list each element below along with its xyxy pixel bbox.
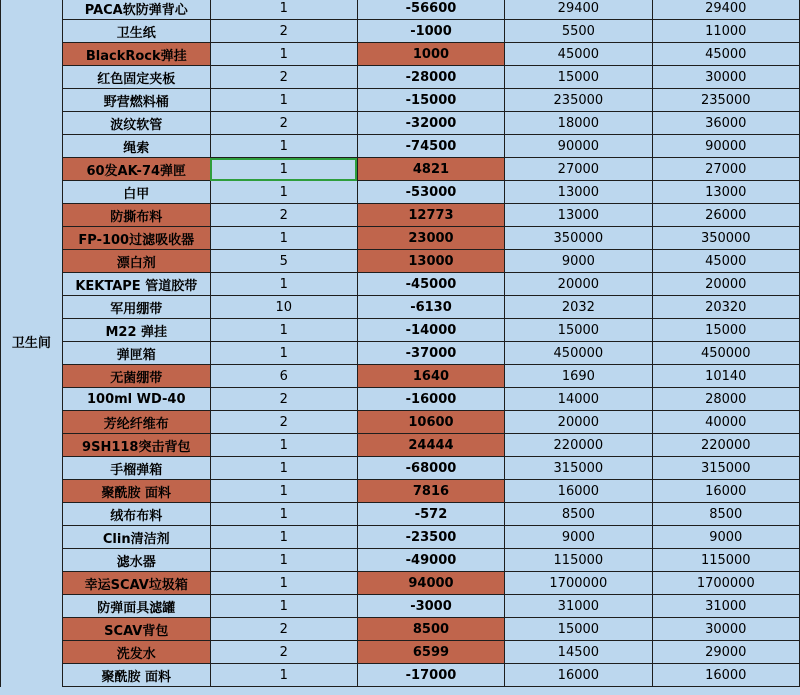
unit-price-cell[interactable]: 9000	[505, 526, 652, 549]
quantity-cell[interactable]: 1	[210, 227, 357, 250]
table-row	[1, 250, 800, 273]
profit-cell[interactable]: 10600	[357, 411, 504, 434]
item-name-cell[interactable]: 波纹软管	[62, 112, 210, 135]
profit-cell[interactable]: -32000	[357, 112, 504, 135]
profit-cell[interactable]: -14000	[357, 319, 504, 342]
unit-price-cell[interactable]: 20000	[505, 273, 652, 296]
total-price-cell[interactable]: 220000	[652, 434, 799, 457]
profit-cell[interactable]: 6599	[357, 641, 504, 664]
profit-cell[interactable]: -1000	[357, 20, 504, 43]
unit-price-cell[interactable]: 13000	[505, 181, 652, 204]
quantity-cell[interactable]: 1	[210, 89, 357, 112]
table-row	[1, 457, 800, 480]
item-name-cell[interactable]: Clin清洁剂	[62, 526, 210, 549]
quantity-cell[interactable]: 2	[210, 66, 357, 89]
item-name-cell[interactable]: 聚酰胺 面料	[62, 480, 210, 503]
quantity-cell[interactable]: 2	[210, 618, 357, 641]
total-price-cell[interactable]: 9000	[652, 526, 799, 549]
unit-price-cell[interactable]: 235000	[505, 89, 652, 112]
quantity-cell[interactable]: 1	[210, 480, 357, 503]
profit-cell[interactable]: -15000	[357, 89, 504, 112]
profit-cell[interactable]: 94000	[357, 572, 504, 595]
total-price-cell[interactable]: 16000	[652, 480, 799, 503]
unit-price-cell[interactable]: 450000	[505, 342, 652, 365]
table-row	[1, 181, 800, 204]
profit-cell[interactable]: 8500	[357, 618, 504, 641]
unit-price-cell[interactable]: 31000	[505, 595, 652, 618]
total-price-cell[interactable]: 40000	[652, 411, 799, 434]
quantity-cell[interactable]: 2	[210, 388, 357, 411]
table-row	[1, 158, 800, 181]
table-row	[1, 89, 800, 112]
total-price-cell[interactable]: 20320	[652, 296, 799, 319]
table-row	[1, 0, 800, 20]
item-name-cell[interactable]: 卫生纸	[62, 20, 210, 43]
total-price-cell[interactable]: 20000	[652, 273, 799, 296]
total-price-cell[interactable]: 30000	[652, 618, 799, 641]
profit-cell[interactable]: -16000	[357, 388, 504, 411]
table-row	[1, 365, 800, 388]
total-price-cell[interactable]: 1700000	[652, 572, 799, 595]
total-price-cell[interactable]: 235000	[652, 89, 799, 112]
total-price-cell[interactable]: 315000	[652, 457, 799, 480]
item-name-cell[interactable]: 60发AK-74弹匣	[62, 158, 210, 181]
item-name-cell[interactable]: 滤水器	[62, 549, 210, 572]
item-name-cell[interactable]: 洗发水	[62, 641, 210, 664]
profit-cell[interactable]: -6130	[357, 296, 504, 319]
unit-price-cell[interactable]: 16000	[505, 480, 652, 503]
unit-price-cell[interactable]: 18000	[505, 112, 652, 135]
unit-price-cell[interactable]: 315000	[505, 457, 652, 480]
table-row	[1, 526, 800, 549]
item-name-cell[interactable]: 红色固定夹板	[62, 66, 210, 89]
total-price-cell[interactable]: 11000	[652, 20, 799, 43]
unit-price-cell[interactable]: 16000	[505, 664, 652, 687]
unit-price-cell[interactable]: 115000	[505, 549, 652, 572]
table-row	[1, 411, 800, 434]
total-price-cell[interactable]: 30000	[652, 66, 799, 89]
quantity-cell[interactable]: 1	[210, 319, 357, 342]
total-price-cell[interactable]: 8500	[652, 503, 799, 526]
quantity-cell[interactable]: 2	[210, 20, 357, 43]
profit-cell[interactable]: -17000	[357, 664, 504, 687]
profit-cell[interactable]: -28000	[357, 66, 504, 89]
quantity-cell[interactable]: 2	[210, 204, 357, 227]
unit-price-cell[interactable]: 15000	[505, 618, 652, 641]
total-price-cell[interactable]: 115000	[652, 549, 799, 572]
unit-price-cell[interactable]: 90000	[505, 135, 652, 158]
item-name-cell[interactable]: BlackRock弹挂	[62, 43, 210, 66]
item-name-cell[interactable]: FP-100过滤吸收器	[62, 227, 210, 250]
quantity-cell[interactable]: 6	[210, 365, 357, 388]
quantity-cell[interactable]: 1	[210, 158, 357, 181]
table-row	[1, 227, 800, 250]
unit-price-cell[interactable]: 29400	[505, 0, 652, 20]
table-row	[1, 549, 800, 572]
unit-price-cell[interactable]: 350000	[505, 227, 652, 250]
item-name-cell[interactable]: 绒布布料	[62, 503, 210, 526]
table-row	[1, 204, 800, 227]
profit-cell[interactable]: -23500	[357, 526, 504, 549]
profit-cell[interactable]: 12773	[357, 204, 504, 227]
unit-price-cell[interactable]: 2032	[505, 296, 652, 319]
table-row	[1, 342, 800, 365]
item-name-cell[interactable]: 幸运SCAV垃圾箱	[62, 572, 210, 595]
table-row	[1, 112, 800, 135]
item-name-cell[interactable]: 军用绷带	[62, 296, 210, 319]
quantity-cell[interactable]: 1	[210, 457, 357, 480]
profit-cell[interactable]: 1640	[357, 365, 504, 388]
quantity-cell[interactable]: 1	[210, 342, 357, 365]
group-label-cell[interactable]: 卫生间	[1, 0, 63, 687]
table-row	[1, 388, 800, 411]
unit-price-cell[interactable]: 220000	[505, 434, 652, 457]
item-name-cell[interactable]: PACA软防弹背心	[62, 0, 210, 20]
profit-cell[interactable]: -49000	[357, 549, 504, 572]
total-price-cell[interactable]: 28000	[652, 388, 799, 411]
profit-cell[interactable]: 23000	[357, 227, 504, 250]
total-price-cell[interactable]: 350000	[652, 227, 799, 250]
table-row	[1, 434, 800, 457]
table-row	[1, 296, 800, 319]
quantity-cell[interactable]: 2	[210, 112, 357, 135]
total-price-cell[interactable]: 90000	[652, 135, 799, 158]
profit-cell[interactable]: -68000	[357, 457, 504, 480]
quantity-cell[interactable]: 1	[210, 434, 357, 457]
quantity-cell[interactable]: 1	[210, 572, 357, 595]
profit-cell[interactable]: 13000	[357, 250, 504, 273]
table-row	[1, 319, 800, 342]
quantity-cell[interactable]: 1	[210, 135, 357, 158]
unit-price-cell[interactable]: 14500	[505, 641, 652, 664]
profit-cell[interactable]: -56600	[357, 0, 504, 20]
item-name-cell[interactable]: 野营燃料桶	[62, 89, 210, 112]
unit-price-cell[interactable]: 20000	[505, 411, 652, 434]
item-name-cell[interactable]: 弹匣箱	[62, 342, 210, 365]
quantity-cell[interactable]: 1	[210, 43, 357, 66]
total-price-cell[interactable]: 26000	[652, 204, 799, 227]
profit-cell[interactable]: -53000	[357, 181, 504, 204]
quantity-cell[interactable]: 1	[210, 0, 357, 20]
quantity-cell[interactable]: 1	[210, 549, 357, 572]
profit-cell[interactable]: 4821	[357, 158, 504, 181]
item-name-cell[interactable]: 聚酰胺 面料	[62, 664, 210, 687]
table-row	[1, 66, 800, 89]
table-row	[1, 273, 800, 296]
total-price-cell[interactable]: 450000	[652, 342, 799, 365]
unit-price-cell[interactable]: 1700000	[505, 572, 652, 595]
profit-cell[interactable]: 1000	[357, 43, 504, 66]
unit-price-cell[interactable]: 27000	[505, 158, 652, 181]
item-name-cell[interactable]: 绳索	[62, 135, 210, 158]
total-price-cell[interactable]: 29400	[652, 0, 799, 20]
total-price-cell[interactable]: 16000	[652, 664, 799, 687]
item-name-cell[interactable]: 芳纶纤维布	[62, 411, 210, 434]
profit-cell[interactable]: 7816	[357, 480, 504, 503]
quantity-cell[interactable]: 1	[210, 595, 357, 618]
quantity-cell[interactable]: 1	[210, 664, 357, 687]
unit-price-cell[interactable]: 9000	[505, 250, 652, 273]
item-name-cell[interactable]: 9SH118突击背包	[62, 434, 210, 457]
item-name-cell[interactable]: 手榴弹箱	[62, 457, 210, 480]
quantity-cell[interactable]: 1	[210, 181, 357, 204]
unit-price-cell[interactable]: 8500	[505, 503, 652, 526]
profit-cell[interactable]: -74500	[357, 135, 504, 158]
item-name-cell[interactable]: 100ml WD-40	[62, 388, 210, 411]
table-row	[1, 503, 800, 526]
item-name-cell[interactable]: 白甲	[62, 181, 210, 204]
table-row	[1, 43, 800, 66]
quantity-cell[interactable]: 2	[210, 641, 357, 664]
total-price-cell[interactable]: 29000	[652, 641, 799, 664]
total-price-cell[interactable]: 45000	[652, 43, 799, 66]
table-row	[1, 595, 800, 618]
item-name-cell[interactable]: 漂白剂	[62, 250, 210, 273]
total-price-cell[interactable]: 13000	[652, 181, 799, 204]
quantity-cell[interactable]: 1	[210, 526, 357, 549]
item-name-cell[interactable]: 防弹面具滤罐	[62, 595, 210, 618]
profit-cell[interactable]: -3000	[357, 595, 504, 618]
total-price-cell[interactable]: 45000	[652, 250, 799, 273]
unit-price-cell[interactable]: 5500	[505, 20, 652, 43]
unit-price-cell[interactable]: 15000	[505, 319, 652, 342]
table-row	[1, 572, 800, 595]
table-row	[1, 664, 800, 687]
total-price-cell[interactable]: 36000	[652, 112, 799, 135]
table-row	[1, 135, 800, 158]
quantity-cell[interactable]: 5	[210, 250, 357, 273]
quantity-cell[interactable]: 2	[210, 411, 357, 434]
quantity-cell[interactable]: 10	[210, 296, 357, 319]
unit-price-cell[interactable]: 15000	[505, 66, 652, 89]
table-row	[1, 641, 800, 664]
item-name-cell[interactable]: 防撕布料	[62, 204, 210, 227]
unit-price-cell[interactable]: 14000	[505, 388, 652, 411]
profit-cell[interactable]: 24444	[357, 434, 504, 457]
profit-cell[interactable]: -37000	[357, 342, 504, 365]
total-price-cell[interactable]: 27000	[652, 158, 799, 181]
profit-cell[interactable]: -45000	[357, 273, 504, 296]
table-row	[1, 618, 800, 641]
item-name-cell[interactable]: SCAV背包	[62, 618, 210, 641]
table-row	[1, 20, 800, 43]
total-price-cell[interactable]: 10140	[652, 365, 799, 388]
total-price-cell[interactable]: 31000	[652, 595, 799, 618]
total-price-cell[interactable]: 15000	[652, 319, 799, 342]
item-name-cell[interactable]: 无菌绷带	[62, 365, 210, 388]
quantity-cell[interactable]: 1	[210, 273, 357, 296]
item-name-cell[interactable]: KEKTAPE 管道胶带	[62, 273, 210, 296]
quantity-cell[interactable]: 1	[210, 503, 357, 526]
unit-price-cell[interactable]: 13000	[505, 204, 652, 227]
item-name-cell[interactable]: M22 弹挂	[62, 319, 210, 342]
unit-price-cell[interactable]: 1690	[505, 365, 652, 388]
unit-price-cell[interactable]: 45000	[505, 43, 652, 66]
table-row	[1, 480, 800, 503]
profit-cell[interactable]: -572	[357, 503, 504, 526]
